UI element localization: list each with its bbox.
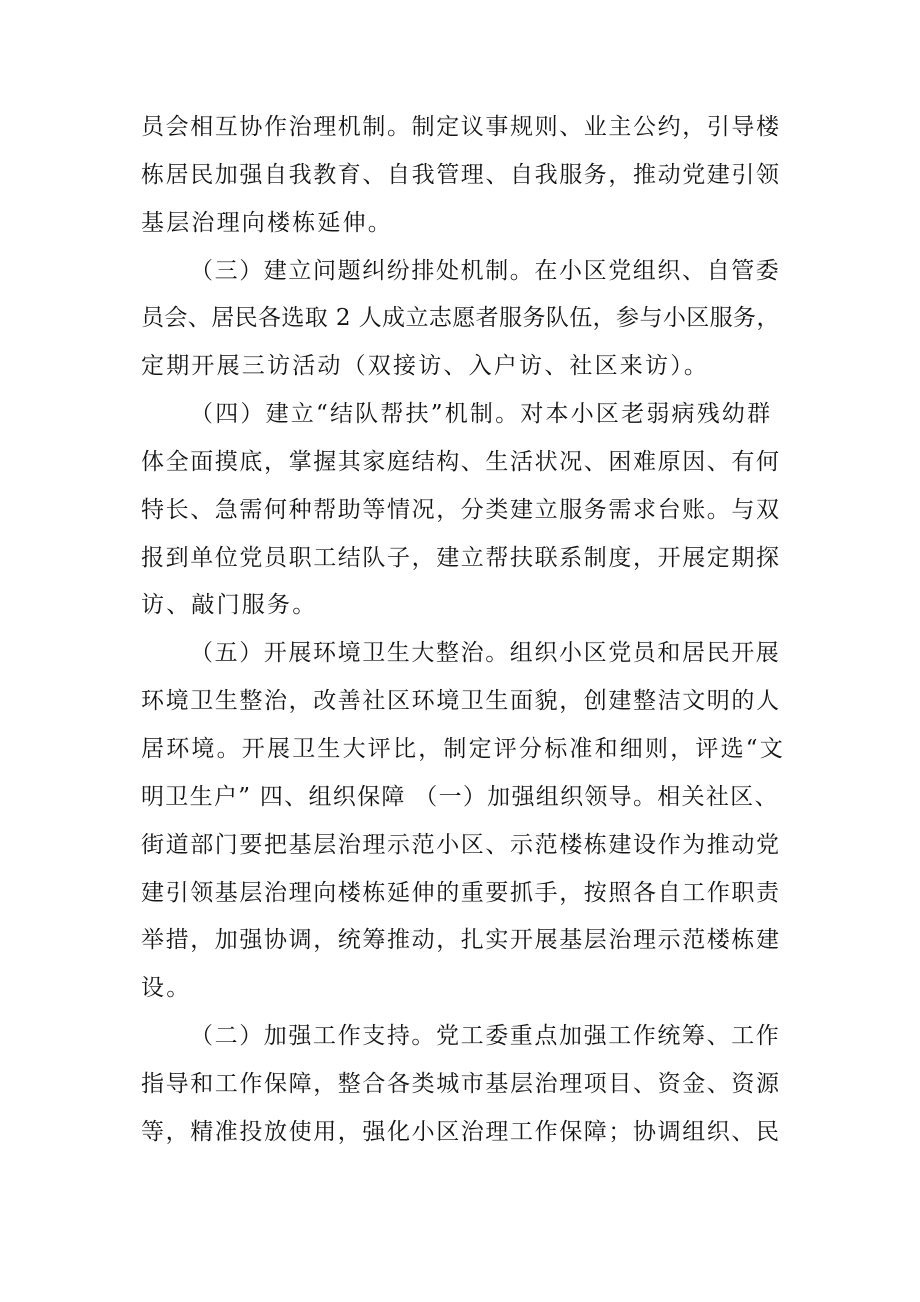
text-line: 报到单位党员职工结队子，建立帮扶联系制度，开展定期探 <box>141 544 781 571</box>
paragraph-first-line: （三）建立问题纠纷排处机制。在小区党组织、自管委 <box>190 257 781 284</box>
text-line: 员会相互协作治理机制。制定议事规则、业主公约，引导楼 <box>141 114 781 140</box>
text-line: 明卫生户” 四、组织保障 （一）加强组织领导。相关社区、 <box>141 783 779 810</box>
text-line: 基层治理向楼栋延伸。 <box>141 209 393 236</box>
text-line: 设。 <box>141 975 192 1002</box>
document-body <box>141 104 785 1157</box>
text-line: 举措，加强协调，统筹推动，扎实开展基层治理示范楼栋建 <box>141 927 781 954</box>
text-line: 环境卫生整治，改善社区环境卫生面貌，创建整洁文明的人 <box>141 688 781 715</box>
text-line: 居环境。开展卫生大评比，制定评分标准和细则，评选“文 <box>141 735 785 762</box>
text-line: 等，精准投放使用，强化小区治理工作保障；协调组织、民 <box>141 1118 781 1145</box>
text-line: 体全面摸底，掌握其家庭结构、生活状况、困难原因、有何 <box>141 448 781 475</box>
text-line: 定期开展三访活动（双接访、入户访、社区来访）。 <box>141 353 710 380</box>
text-line: 指导和工作保障，整合各类城市基层治理项目、资金、资源 <box>141 1070 781 1097</box>
paragraph-first-line: （四）建立“结队帮扶”机制。对本小区老弱病残幼群 <box>190 401 773 428</box>
paragraph-first-line: （二）加强工作支持。党工委重点加强工作统筹、工作 <box>190 1023 781 1050</box>
paragraph-first-line: （五）开展环境卫生大整治。组织小区党员和居民开展 <box>190 640 781 667</box>
text-line: 街道部门要把基层治理示范小区、示范楼栋建设作为推动党 <box>141 831 781 858</box>
text-line: 建引领基层治理向楼栋延伸的重要抓手，按照各自工作职责 <box>141 879 781 906</box>
text-line: 员会、居民各选取 2 人成立志愿者服务队伍，参与小区服务， <box>141 305 780 332</box>
text-line: 特长、急需何种帮助等情况，分类建立服务需求台账。与双 <box>141 496 781 523</box>
text-line: 访、敲门服务。 <box>141 592 318 619</box>
text-line: 栋居民加强自我教育、自我管理、自我服务，推动党建引领 <box>141 161 781 188</box>
